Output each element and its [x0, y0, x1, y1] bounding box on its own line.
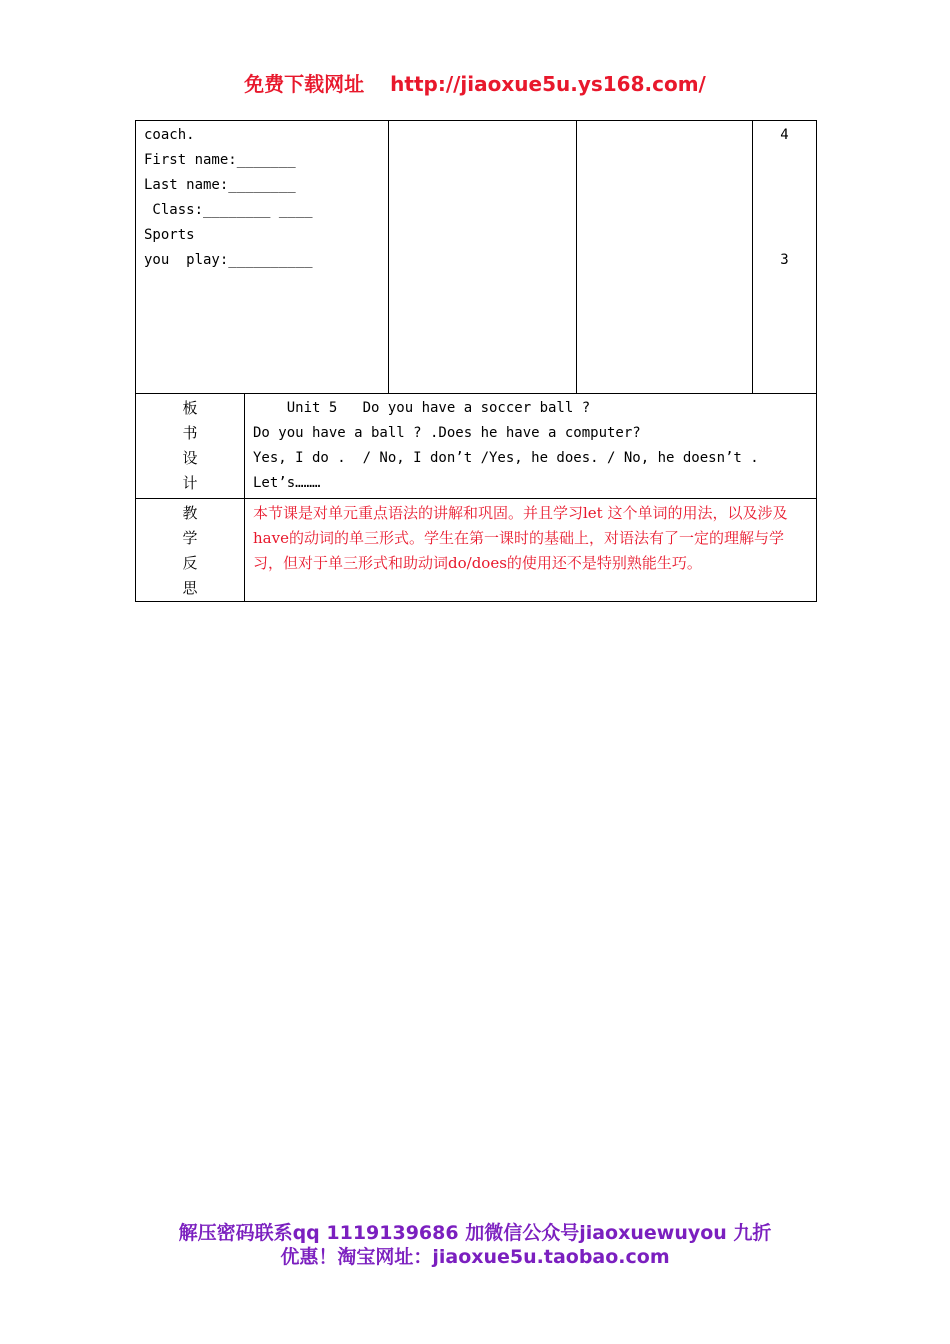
reflection-text: 本节课是对单元重点语法的讲解和巩固。并且学习let 这个单词的用法，以及涉及have的动词的单三形式。学生在第一课时的基础上，对语法有了一定的理解与学习，但对于单三形式和助动词do/does的使用还不是特别熟能生巧。: [245, 499, 817, 602]
time-value: 4: [780, 127, 789, 143]
reflection-row: [136, 499, 817, 602]
header-title: 免费下载网址: [244, 72, 365, 96]
empty-cell: [389, 121, 577, 394]
reflection-label: 教 学 反 思: [136, 499, 245, 602]
board-line: Unit 5 Do you have a soccer ball ?: [253, 400, 591, 416]
time-cell: [753, 121, 817, 394]
activity-cell: [136, 121, 389, 394]
board-line: Do you have a ball ? .Does he have a computer?: [253, 425, 641, 441]
board-line: Yes, I do . / No, I don’t /Yes, he does. / No, he doesn’t .: [253, 450, 759, 466]
activity-line: you play:__________: [144, 252, 313, 268]
activity-line: Sports: [144, 227, 195, 243]
activity-line: Last name:________: [144, 177, 296, 193]
time-value: 3: [780, 252, 789, 268]
footer-line-1: 解压密码联系qq 1119139686 加微信公众号jiaoxuewuyou 九折: [178, 1222, 772, 1244]
page-header: [0, 68, 950, 97]
board-label: 板 书 设 计: [136, 394, 245, 499]
lesson-table: [135, 120, 817, 602]
board-line: Let’s………: [253, 475, 321, 491]
activity-line: Class:________ ____: [144, 202, 313, 218]
board-row: [136, 394, 817, 499]
header-url[interactable]: http://jiaoxue5u.ys168.com/: [390, 72, 706, 96]
activity-line: coach.: [144, 127, 195, 143]
activity-line: First name:_______: [144, 152, 296, 168]
activity-row: [136, 121, 817, 394]
board-content: [245, 394, 817, 499]
footer-line-2: 优惠！淘宝网址：jiaoxue5u.taobao.com: [280, 1246, 670, 1268]
empty-cell: [577, 121, 753, 394]
